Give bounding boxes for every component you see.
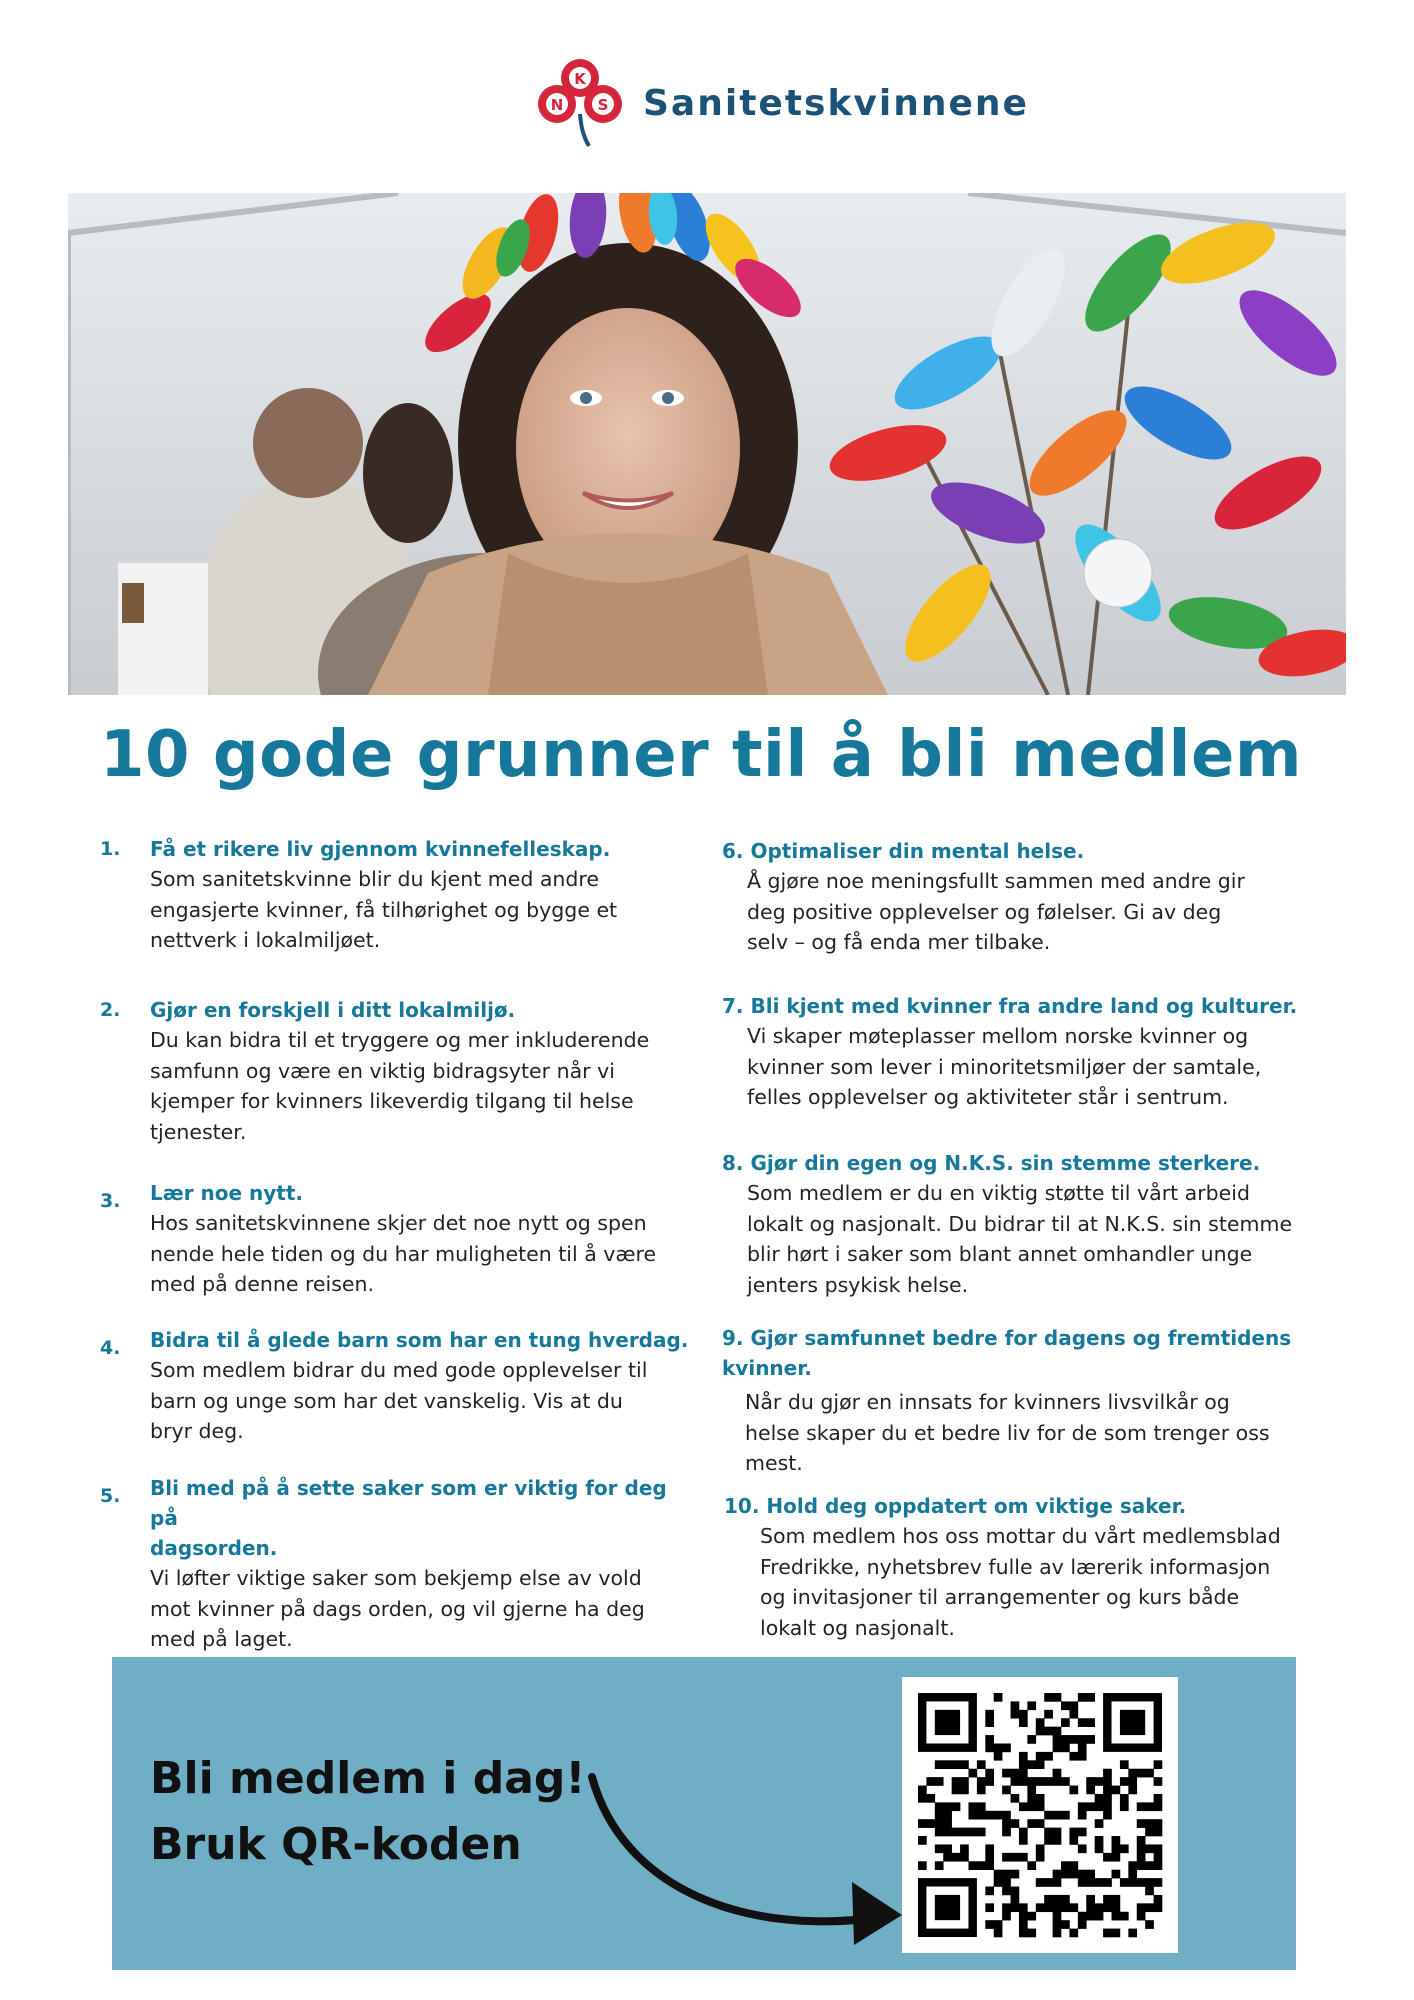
reason-item-7 — [722, 991, 1342, 1113]
reason-body-line: selv – og få enda mer tilbake. — [747, 930, 1051, 954]
reason-item-6 — [722, 836, 1342, 958]
qr-code[interactable] — [902, 1677, 1178, 1953]
reason-body-line: Når du gjør en innsats for kvinners livsvilkår og — [745, 1390, 1230, 1414]
reason-body-line: Som medlem er du en viktig støtte til vårt arbeid — [747, 1181, 1251, 1205]
reason-body-line: bryr deg. — [150, 1419, 244, 1443]
logo-letter-s: S — [597, 96, 609, 114]
reason-body-line: Fredrikke, nyhetsbrev fulle av lærerik informasjon — [760, 1554, 1271, 1579]
qr-code-icon — [902, 1677, 1178, 1953]
cta-headline: Bli medlem i dag! — [150, 1753, 586, 1804]
brand-logo — [533, 56, 1029, 150]
reason-body-line: Hos sanitetskvinnene skjer det noe nytt og spen — [150, 1211, 647, 1235]
reason-item-2 — [100, 995, 700, 1147]
brand-name: Sanitetskvinnene — [643, 82, 1029, 124]
reason-body-line: barn og unge som har det vanskelig. Vis at du — [150, 1388, 623, 1413]
reason-heading: kvinner. — [722, 1356, 812, 1380]
reason-heading: 8. Gjør din egen og N.K.S. sin stemme sterkere. — [722, 1151, 1261, 1175]
reason-heading: Lær noe nytt. — [150, 1181, 304, 1205]
reason-body-line: Som medlem hos oss mottar du vårt medlemsblad — [760, 1524, 1281, 1548]
reason-heading: 10. Hold deg oppdatert om viktige saker. — [724, 1494, 1187, 1518]
reason-number: 4. — [100, 1337, 121, 1359]
reason-body-line: nettverk i lokalmiljøet. — [150, 928, 381, 952]
reason-body-line: kjemper for kvinners likeverdig tilgang til helse — [150, 1089, 634, 1113]
cta-banner — [112, 1657, 1296, 1970]
reason-number: 1. — [100, 838, 121, 860]
reason-item-3 — [100, 1178, 700, 1300]
reason-heading: Få et rikere liv gjennom kvinnefelleskap. — [150, 837, 611, 861]
reason-heading: Bli med på å sette saker som er viktig for deg på — [150, 1476, 667, 1530]
clover-logo-icon — [533, 56, 627, 150]
reason-body-line: Som sanitetskvinne blir du kjent med andre — [150, 867, 600, 891]
reason-body-line: kvinner som lever i minoritetsmiljøer der samtale, — [747, 1054, 1262, 1079]
reason-body-line: samfunn og være en viktig bidragsyter når vi — [150, 1058, 615, 1083]
page-title: 10 gode grunner til å bli medlem — [100, 718, 1303, 792]
reason-body-line: mot kvinner på dags orden, og vil gjerne ha deg — [150, 1596, 645, 1621]
reason-body-line: med på denne reisen. — [150, 1272, 375, 1296]
reason-item-5 — [100, 1473, 700, 1655]
reason-heading: 6. Optimaliser din mental helse. — [722, 839, 1085, 863]
logo-letter-n: N — [550, 96, 564, 114]
cta-subline: Bruk QR-koden — [150, 1819, 522, 1870]
reason-number: 2. — [100, 999, 121, 1021]
reason-body-line: nende hele tiden og du har muligheten til å være — [150, 1241, 657, 1266]
reason-body-line: Som medlem bidrar du med gode opplevelser til — [150, 1358, 648, 1382]
reason-body-line: engasjerte kvinner, få tilhørighet og bygge et — [150, 897, 618, 922]
hero-photo — [68, 193, 1346, 695]
reason-heading: dagsorden. — [150, 1536, 278, 1560]
reason-body-line: lokalt og nasjonalt. Du bidrar til at N.K.S. sin stemme — [747, 1211, 1293, 1236]
reason-item-4 — [100, 1325, 700, 1447]
reason-heading: Gjør en forskjell i ditt lokalmiljø. — [150, 998, 516, 1022]
reason-body-line: felles opplevelser og aktiviteter står i sentrum. — [747, 1085, 1229, 1109]
reason-body-line: med på laget. — [150, 1627, 293, 1651]
reason-heading: Bidra til å glede barn som har en tung hverdag. — [150, 1328, 689, 1352]
reason-body-line: og invitasjoner til arrangementer og kurs både — [760, 1585, 1240, 1609]
reason-body-line: jenters psykisk helse. — [747, 1272, 969, 1297]
reason-item-10 — [724, 1491, 1344, 1643]
reason-item-1 — [100, 834, 700, 956]
logo-letter-k: K — [574, 70, 586, 88]
reason-body-line: Å gjøre noe meningsfullt sammen med andre gir — [747, 869, 1245, 893]
reason-body-line: helse skaper du et bedre liv for de som trenger oss — [745, 1420, 1270, 1445]
reason-body-line: deg positive opplevelser og følelser. Gi av deg — [747, 899, 1222, 924]
photo-woman-feather-crown-icon — [68, 193, 1346, 695]
reason-body-line: mest. — [745, 1451, 803, 1475]
reason-heading: 9. Gjør samfunnet bedre for dagens og fremtidens — [722, 1326, 1292, 1350]
reason-number: 5. — [100, 1485, 121, 1507]
reason-body-line: Du kan bidra til et tryggere og mer inkluderende — [150, 1028, 650, 1052]
reason-body-line: tjenester. — [150, 1119, 247, 1144]
reason-item-8 — [722, 1148, 1342, 1300]
reason-body-line: lokalt og nasjonalt. — [760, 1615, 955, 1640]
reason-heading: 7. Bli kjent med kvinner fra andre land og kulturer. — [722, 994, 1298, 1018]
reason-body-line: blir hørt i saker som blant annet omhandler unge — [747, 1242, 1253, 1266]
reason-body-line: Vi skaper møteplasser mellom norske kvinner og — [747, 1024, 1249, 1048]
reason-item-9 — [722, 1323, 1342, 1479]
reason-body-line: Vi løfter viktige saker som bekjemp else av vold — [150, 1566, 642, 1590]
reason-number: 3. — [100, 1190, 121, 1212]
